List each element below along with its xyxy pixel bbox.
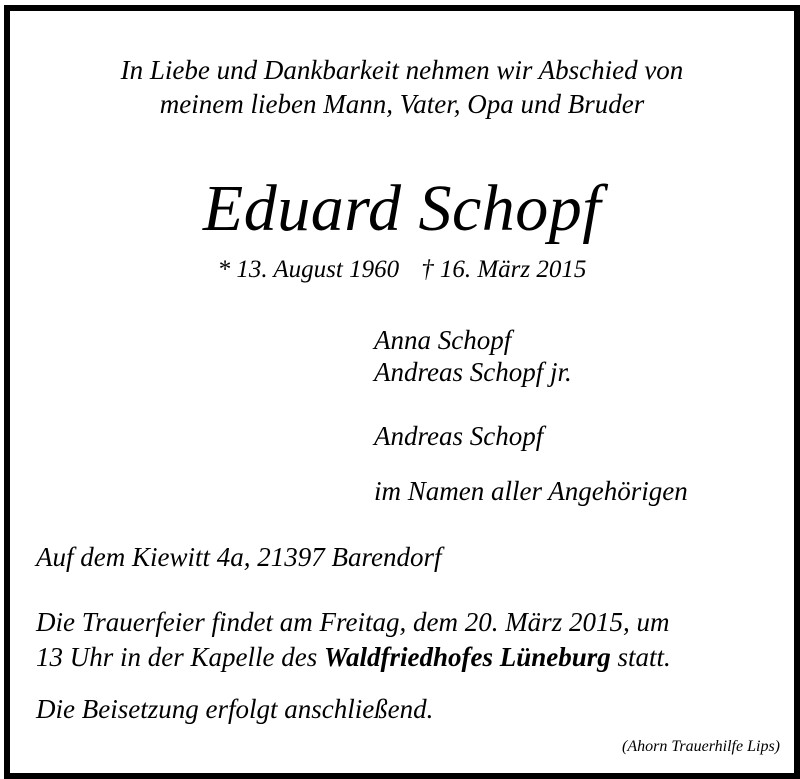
ceremony-info xyxy=(36,605,671,675)
undertaker-credit: (Ahorn Trauerhilfe Lips) xyxy=(622,738,780,755)
intro-line-1: In Liebe und Dankbarkeit nehmen wir Abschied von xyxy=(120,55,684,85)
on-behalf-text: im Namen aller Angehörigen xyxy=(374,476,688,506)
notice-content xyxy=(10,11,794,773)
mourner-name: Anna Schopf xyxy=(374,325,512,355)
ceremony-line-1: Die Trauerfeier findet am Freitag, dem 20. März 2015, um xyxy=(36,607,670,637)
deceased-name: Eduard Schopf xyxy=(202,172,602,245)
birth-date: * 13. August 1960 xyxy=(217,256,400,283)
mourners-group-1 xyxy=(374,324,572,388)
intro-text xyxy=(10,53,794,121)
intro-line-2: meinem lieben Mann, Vater, Opa und Bruder xyxy=(159,89,645,119)
mourners-group-2 xyxy=(374,420,543,452)
death-date: † 16. März 2015 xyxy=(421,256,587,283)
mourner-name: Andreas Schopf jr. xyxy=(374,357,572,387)
burial-info: Die Beisetzung erfolgt anschließend. xyxy=(36,694,434,724)
ceremony-line-2-pre: 13 Uhr in der Kapelle des xyxy=(36,642,324,672)
mourner-name: Andreas Schopf xyxy=(374,421,544,451)
ceremony-line-2-post: statt. xyxy=(610,642,671,672)
ceremony-line-2 xyxy=(36,640,671,675)
life-dates xyxy=(10,255,794,285)
cemetery-name: Waldfriedhofes Lüneburg xyxy=(323,642,611,672)
address: Auf dem Kiewitt 4a, 21397 Barendorf xyxy=(36,542,442,572)
notice-border xyxy=(4,5,800,779)
